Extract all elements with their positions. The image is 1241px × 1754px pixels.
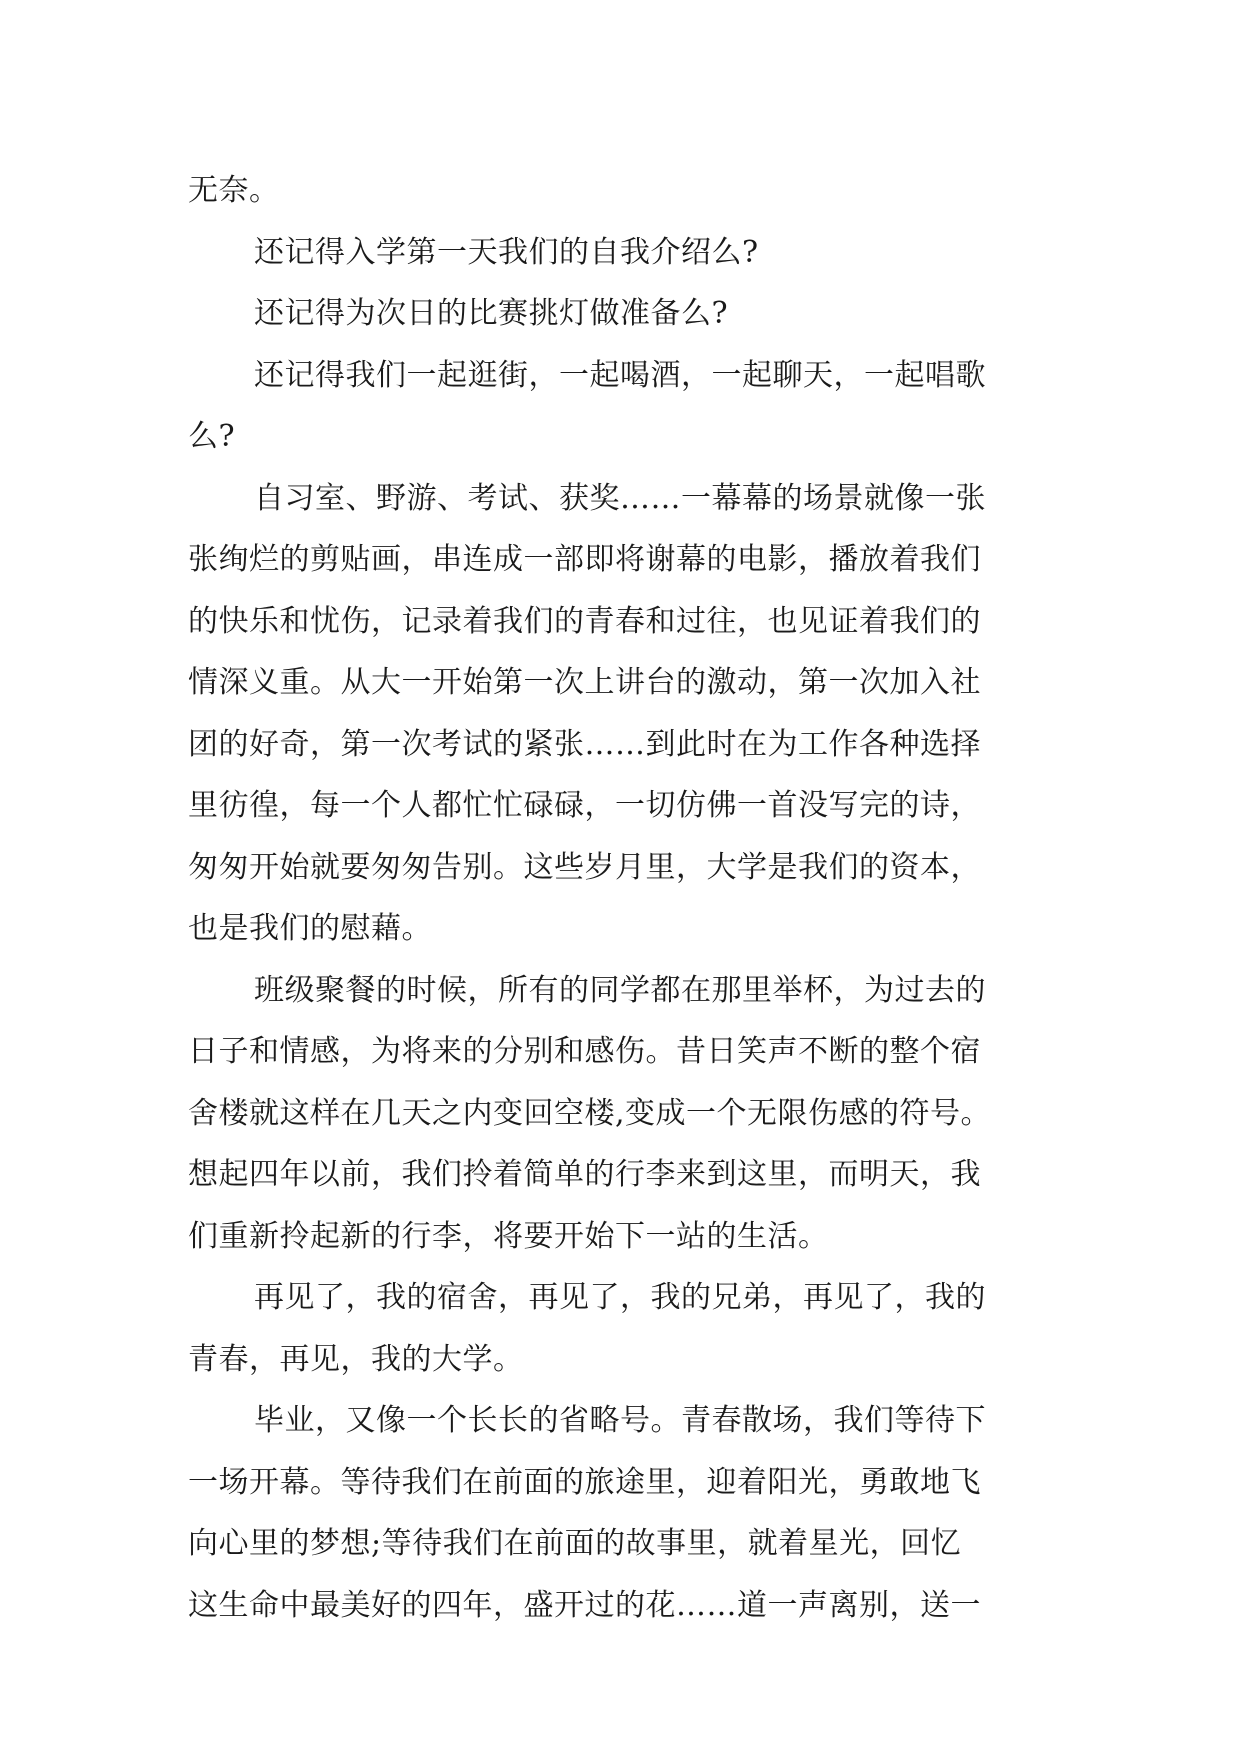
text-line: 的快乐和忧伤，记录着我们的青春和过往，也见证着我们的 [188,603,981,639]
text-line: 团的好奇，第一次考试的紧张……到此时在为工作各种选择 [188,726,981,762]
text-line: 毕业，又像一个长长的省略号。青春散场，我们等待下 [254,1403,986,1438]
text-line: 情深义重。从大一开始第一次上讲台的激动，第一次加入社 [188,665,981,700]
text-line: 们重新拎起新的行李，将要开始下一站的生活。 [188,1218,829,1254]
text-line: 班级聚餐的时候，所有的同学都在那里举杯，为过去的 [254,972,986,1008]
text-line: 也是我们的慰藉。 [188,911,432,946]
text-line: 么? [188,419,236,454]
text-line: 再见了，我的宿舍，再见了，我的兄弟，再见了，我的 [254,1280,986,1315]
text-line: 还记得入学第一天我们的自我介绍么? [254,234,759,270]
text-line: 一场开幕。等待我们在前面的旅途里，迎着阳光，勇敢地飞 [188,1464,981,1500]
text-line: 里彷徨，每一个人都忙忙碌碌，一切仿佛一首没写完的诗， [188,788,981,823]
text-line: 无奈。 [188,173,280,208]
text-line: 自习室、野游、考试、获奖……一幕幕的场景就像一张 [254,480,986,516]
text-line: 匆匆开始就要匆匆告别。这些岁月里，大学是我们的资本， [188,849,981,885]
text-line: 还记得我们一起逛街，一起喝酒，一起聊天，一起唱歌 [254,357,986,393]
text-line: 向心里的梦想;等待我们在前面的故事里，就着星光，回忆 [188,1526,962,1561]
text-line: 这生命中最美好的四年，盛开过的花……道一声离别，送一 [188,1587,981,1623]
text-line: 青春，再见，我的大学。 [188,1341,524,1377]
text-line: 想起四年以前，我们拎着简单的行李来到这里，而明天，我 [188,1157,981,1192]
text-line: 张绚烂的剪贴画，串连成一部即将谢幕的电影，播放着我们 [188,542,981,577]
text-line: 日子和情感，为将来的分别和感伤。昔日笑声不断的整个宿 [188,1034,981,1069]
text-line: 还记得为次日的比赛挑灯做准备么? [254,296,729,331]
text-line: 舍楼就这样在几天之内变回空楼,变成一个无限伤感的符号。 [188,1095,992,1131]
document-body [188,160,1058,1636]
